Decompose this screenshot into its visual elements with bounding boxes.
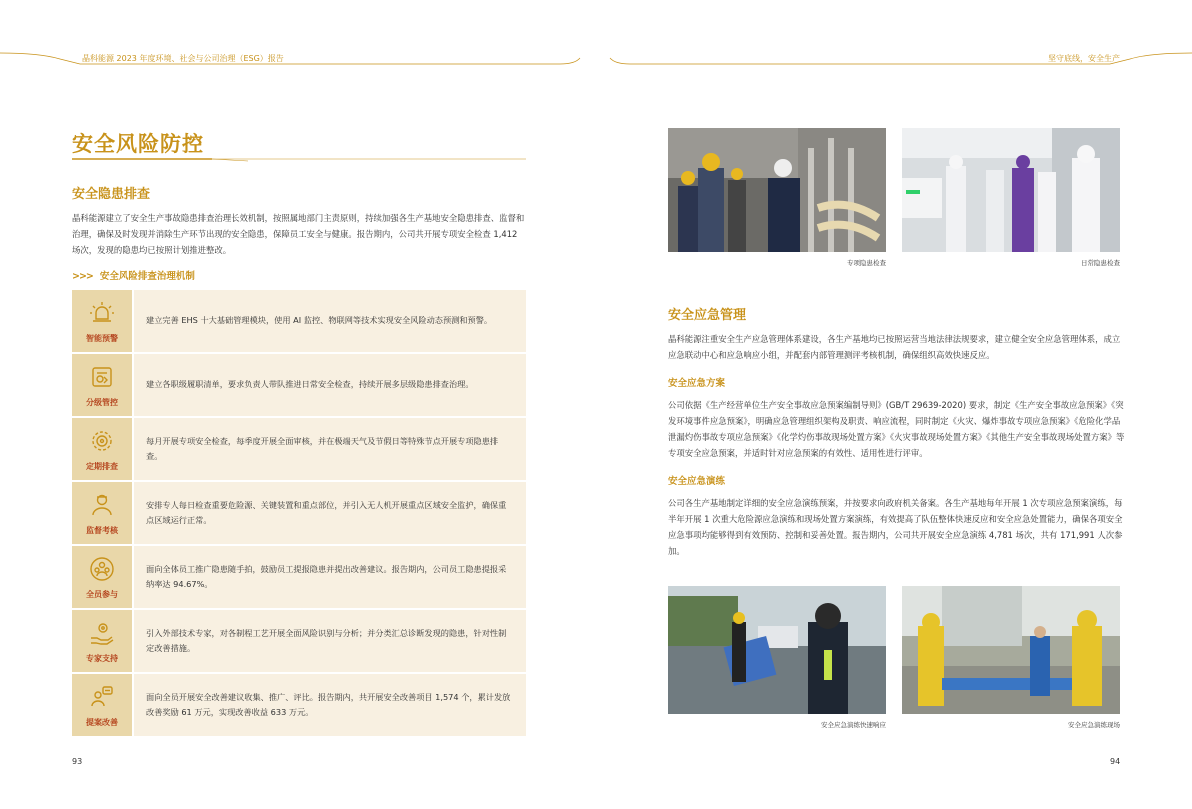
- mechanism-tag: [72, 610, 132, 672]
- proposal-icon: [88, 683, 116, 711]
- team-icon: [88, 555, 116, 583]
- mechanism-tag: [72, 546, 132, 608]
- section-title-emergency: 安全应急管理: [668, 308, 747, 323]
- mechanism-tag: [72, 674, 132, 736]
- report-title: 晶科能源 2023 年度环境、社会与公司治理（ESG）报告: [82, 54, 284, 63]
- chapter-title: 坚守底线，安全生产: [1048, 54, 1120, 63]
- mechanism-tag: [72, 290, 132, 352]
- drill-title: 安全应急演练: [668, 476, 726, 487]
- mechanism-row: [72, 482, 526, 544]
- mechanism-row: [72, 546, 526, 608]
- mechanism-row: [72, 290, 526, 352]
- chevron-icon: >>>: [72, 271, 93, 282]
- section-body-emergency: 晶科能源注重安全生产应急管理体系建设，各生产基地均已按照运营当地法律法规要求，建立健全安全应急管理体系，成立应急联动中心和应急响应小组，并配套内部管理测评考核机制，确保组织高效快速反应。: [668, 334, 1121, 360]
- mechanism-text: 面向全体员工推广隐患随手拍，鼓励员工提报隐患并提出改善建议。报告期内，公司员工隐患提报采纳率达 94.67%。: [134, 546, 526, 608]
- photo-caption: 专项隐患检查: [847, 259, 886, 267]
- mechanism-row: [72, 354, 526, 416]
- mechanism-text: 面向全员开展安全改善建议收集、推广、评比。报告期内，共开展安全改善项目 1,574 个，累计发放改善奖励 61 万元，实现改善收益 633 万元。: [134, 674, 526, 736]
- plan-title: 安全应急方案: [668, 378, 726, 389]
- page-number-left: 93: [72, 757, 83, 766]
- right-page-text: [668, 304, 1128, 559]
- title-underline: [72, 158, 526, 162]
- mechanism-label: 分级管控: [86, 397, 118, 407]
- photo-caption: 安全应急演练快速响应: [821, 721, 886, 729]
- mechanism-label: 全员参与: [86, 589, 118, 599]
- alarm-icon: [88, 299, 116, 327]
- mechanism-label: 监督考核: [86, 525, 118, 535]
- mechanism-row: [72, 610, 526, 672]
- photo-daily-inspection: [902, 128, 1120, 252]
- photo-caption: 日常隐患检查: [1081, 259, 1120, 267]
- mechanism-text: 安排专人每日检查重要危险源、关键装置和重点部位，并引入无人机开展重点区域安全监护，确保重点区域运行正常。: [134, 482, 526, 544]
- section-title-hazard: 安全隐患排查: [72, 187, 151, 202]
- mechanism-text: 每月开展专项安全检查，每季度开展全面审核，并在极端天气及节假日等特殊节点开展专项隐患排查。: [134, 418, 526, 480]
- plan-body: 公司依据《生产经营单位生产安全事故应急预案编制导则》(GB/T 29639-2020) 要求，制定《生产安全事故应急预案》《突发环境事件应急预案》，明确应急管理组织架构及职责、响应流程，同时制定《火灾、爆炸事故专项应急预案》《危险化学品泄漏灼伤事故专项应急预案》《化学灼伤事故现场处置方案》《火灾事故现场处置方案》《其他生产安全事故现场处置方案》等专项安全应急预案，并适时针对应急预案的有效性、适用性进行评审。: [668, 400, 1125, 458]
- mechanism-heading: [72, 268, 526, 282]
- drill-body: 公司各生产基地制定详细的安全应急演练预案，并按要求向政府机关备案。各生产基地每年开展 1 次专项应急预案演练，每半年开展 1 次重大危险源应急演练和现场处置方案演练，有效提高了队伍整体快速反应和安全应急处置能力，确保各项安全应急事项均能够得到有效预防、控制和妥善处置。报告期内，公司共开展安全应急演练 4,781 场次，共有 171,991 人次参加。: [668, 498, 1123, 556]
- mechanism-list: [72, 290, 526, 736]
- mechanism-tag: [72, 418, 132, 480]
- mechanism-text: 建立完善 EHS 十大基础管理模块，使用 AI 监控、物联网等技术实现安全风险动态预测和预警。: [134, 290, 526, 352]
- mechanism-heading-text: 安全风险排查治理机制: [99, 271, 195, 282]
- mechanism-row: [72, 674, 526, 736]
- photo-caption: 安全应急演练现场: [1068, 721, 1120, 729]
- mechanism-tag: [72, 354, 132, 416]
- photo-special-inspection: [668, 128, 886, 252]
- mechanism-label: 智能预警: [86, 333, 118, 343]
- mechanism-label: 专家支持: [86, 653, 118, 663]
- mechanism-tag: [72, 482, 132, 544]
- section-body-hazard: 晶科能源建立了安全生产事故隐患排查治理长效机制，按照属地部门主责原则，持续加强各生产基地安全隐患排查、监督和治理，确保及时发现并消除生产环节出现的安全隐患，保障员工安全与健康。报告期内，公司共开展专项安全检查 1,412 场次，发现的隐患均已按照计划推进整改。: [72, 213, 525, 255]
- page-title: 安全风险防控: [72, 132, 204, 156]
- mechanism-label: 提案改善: [86, 717, 118, 727]
- mechanism-row: [72, 418, 526, 480]
- page-number-right: 94: [1110, 757, 1121, 766]
- photo-drill-response: [668, 586, 886, 714]
- left-page: [72, 128, 526, 736]
- gear-icon: [88, 427, 116, 455]
- clipboard-icon: [88, 363, 116, 391]
- mechanism-text: 引入外部技术专家，对各制程工艺开展全面风险识别与分析；并分类汇总诊断发现的隐患，针对性制定改善措施。: [134, 610, 526, 672]
- mechanism-text: 建立各职级履职清单，要求负责人带队推进日常安全检查，持续开展多层级隐患排查治理。: [134, 354, 526, 416]
- supervisor-icon: [88, 491, 116, 519]
- mechanism-label: 定期排查: [86, 461, 118, 471]
- photo-drill-scene: [902, 586, 1120, 714]
- hand-gear-icon: [88, 619, 116, 647]
